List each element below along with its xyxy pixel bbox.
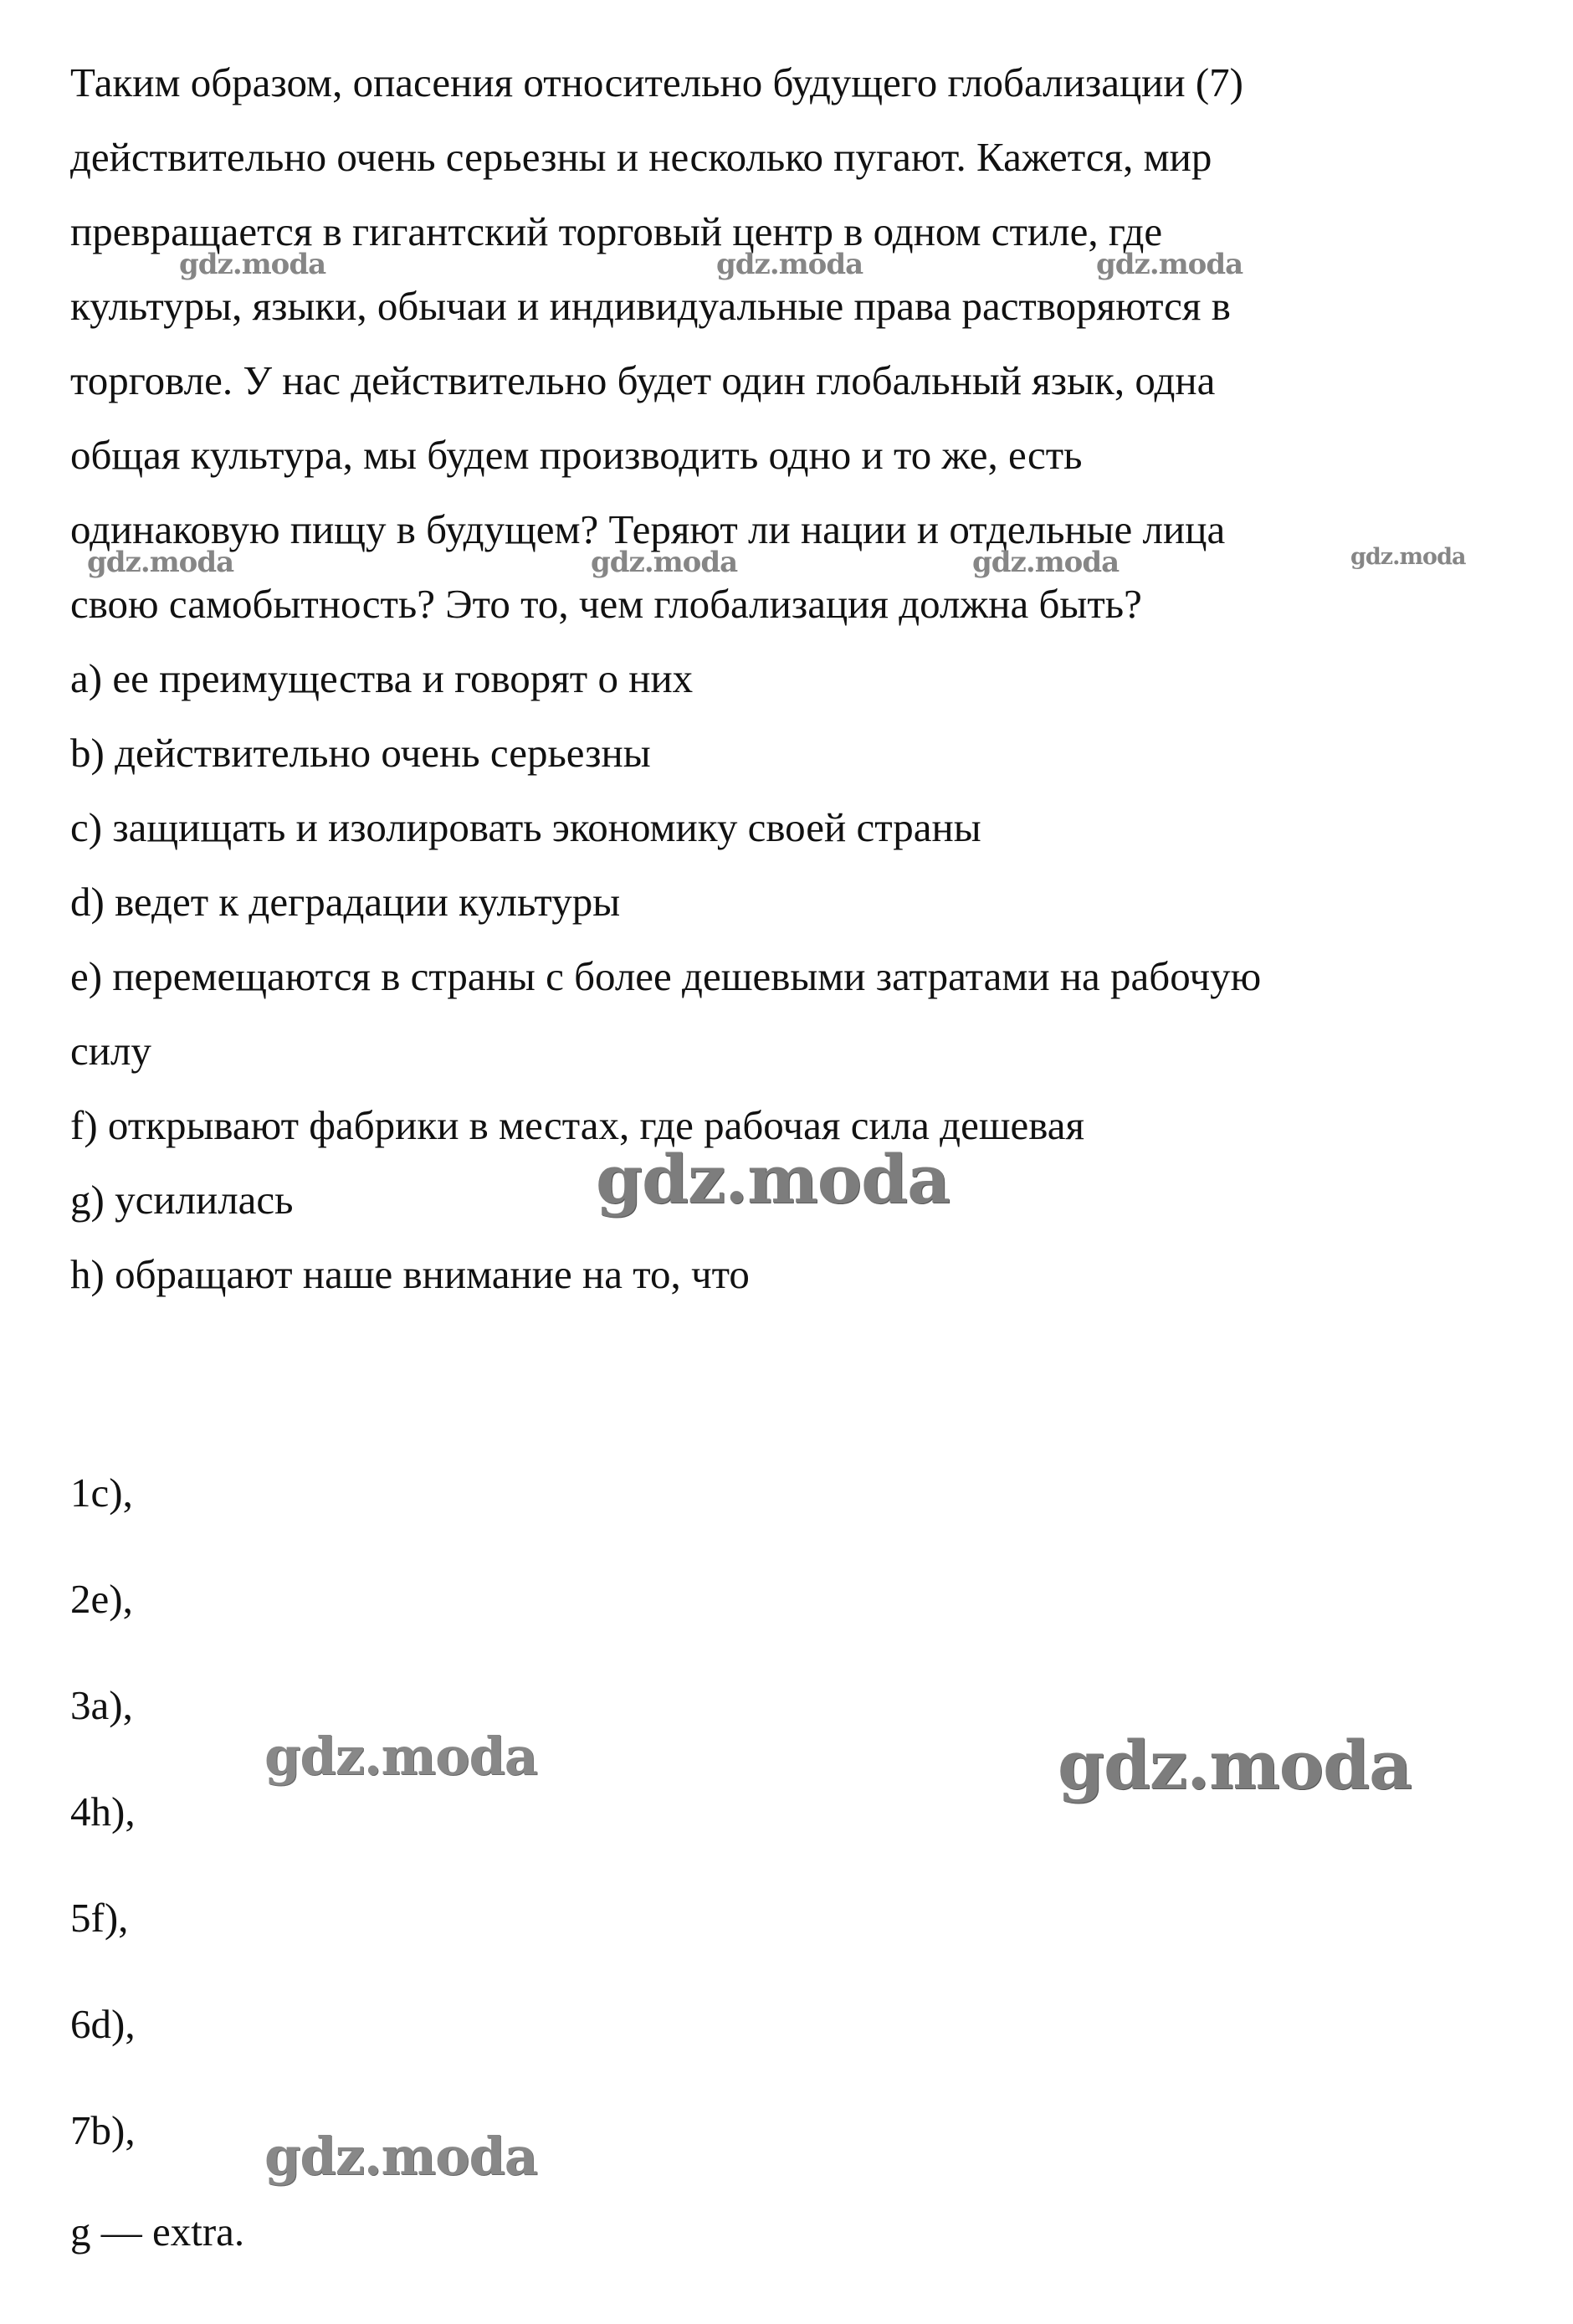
extra-note: g — extra. bbox=[70, 2209, 245, 2255]
answer-item: 4h), bbox=[70, 1788, 136, 1834]
paragraph-line: свою самобытность? Это то, чем глобализация должна быть? bbox=[70, 581, 1142, 627]
watermark: gdz.moda bbox=[179, 248, 326, 281]
answer-item: 2e), bbox=[70, 1576, 133, 1622]
watermark: gdz.moda bbox=[264, 1726, 537, 1787]
paragraph-line: одинаковую пищу в будущем? Теряют ли нации и отдельные лица bbox=[70, 506, 1226, 552]
answer-item: 6d), bbox=[70, 2001, 136, 2047]
answer-list bbox=[70, 1439, 136, 2183]
paragraph-line: торговле. У нас действительно будет один глобальный язык, одна bbox=[70, 357, 1216, 403]
option-h: h) обращают наше внимание на то, что bbox=[70, 1251, 750, 1297]
watermark: gdz.moda bbox=[1350, 544, 1466, 570]
option-e: e) перемещаются в страны с более дешевыми затратами на рабочую bbox=[70, 953, 1262, 999]
watermark: gdz.moda bbox=[1096, 248, 1243, 281]
answer-item: 7b), bbox=[70, 2107, 136, 2153]
option-g: g) усилилась bbox=[70, 1177, 294, 1223]
watermark: gdz.moda bbox=[972, 546, 1120, 579]
option-c: c) защищать и изолировать экономику своей страны bbox=[70, 804, 981, 850]
answer-item: 1c), bbox=[70, 1470, 133, 1516]
watermark: gdz.moda bbox=[591, 546, 738, 579]
option-b: b) действительно очень серьезны bbox=[70, 730, 651, 776]
watermark: gdz.moda bbox=[264, 2126, 537, 2187]
watermark: gdz.moda bbox=[716, 248, 863, 281]
watermark: gdz.moda bbox=[87, 546, 234, 579]
option-a: a) ее преимущества и говорят о них bbox=[70, 655, 694, 701]
paragraph-line: превращается в гигантский торговый центр в одном стиле, где bbox=[70, 208, 1163, 254]
answer-item: 5f), bbox=[70, 1895, 129, 1941]
paragraph-line: общая культура, мы будем производить одно и то же, есть bbox=[70, 432, 1083, 478]
watermark: gdz.moda bbox=[596, 1140, 950, 1218]
paragraph-line: Таким образом, опасения относительно будущего глобализации (7) bbox=[70, 59, 1244, 105]
answer-item: 3a), bbox=[70, 1682, 133, 1728]
text-block bbox=[70, 45, 1526, 1311]
option-f: f) открывают фабрики в местах, где рабочая сила дешевая bbox=[70, 1102, 1085, 1148]
option-d: d) ведет к деградации культуры bbox=[70, 879, 621, 925]
paragraph-line: культуры, языки, обычаи и индивидуальные права растворяются в bbox=[70, 283, 1231, 329]
watermark: gdz.moda bbox=[1058, 1726, 1412, 1804]
paragraph-line: действительно очень серьезны и несколько пугают. Кажется, мир bbox=[70, 134, 1212, 180]
option-e-continued: силу bbox=[70, 1028, 151, 1074]
